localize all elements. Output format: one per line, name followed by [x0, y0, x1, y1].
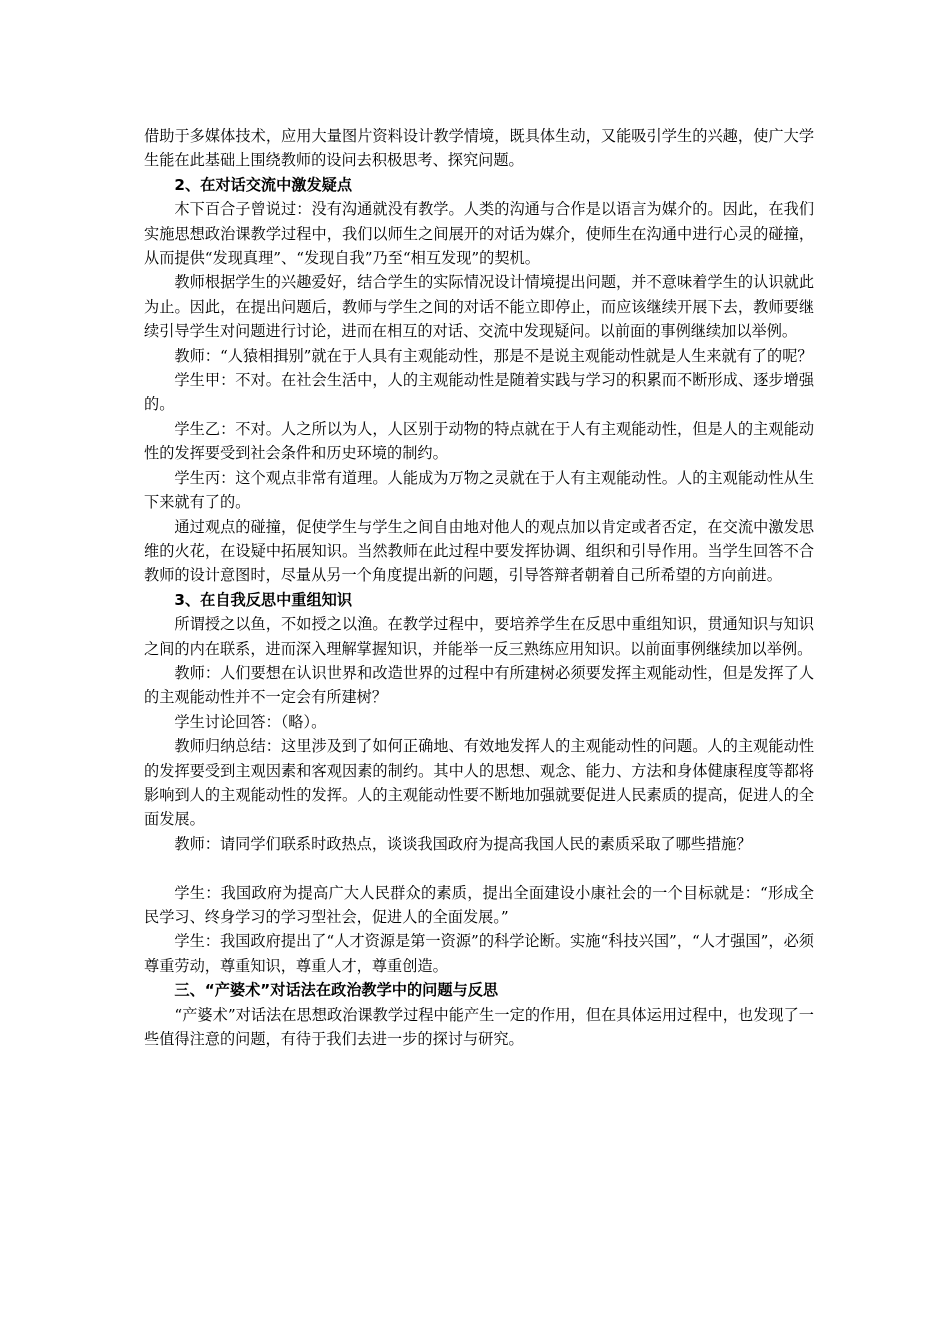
- paragraph: 学生：我国政府提出了“人才资源是第一资源”的科学论断。实施“科技兴国”，“人才强国”，必须尊重劳动，尊重知识，尊重人才，尊重创造。: [144, 932, 814, 975]
- paragraph: 教师：“人猿相揖别”就在于人具有主观能动性，那是不是说主观能动性就是人生来就有了的呢？: [174, 346, 813, 365]
- section-heading: 三、“产婆术”对话法在政治教学中的问题与反思: [174, 981, 499, 1000]
- paragraph: 学生乙：不对。人之所以为人，人区别于动物的特点就在于人有主观能动性，但是人的主观能动性的发挥要受到社会条件和历史环境的制约。: [144, 419, 814, 463]
- paragraph: 教师：请同学们联系时政热点，谈谈我国政府为提高我国人民的素质采取了哪些措施？: [174, 834, 752, 853]
- paragraph: “产婆术”对话法在思想政治课教学过程中能产生一定的作用，但在具体运用过程中，也发现了一些值得注意的问题，有待于我们去进一步的探讨与研究。: [144, 1005, 814, 1049]
- paragraph: 借助于多媒体技术，应用大量图片资料设计教学情境，既具体生动，又能吸引学生的兴趣，使广大学生能在此基础上围绕教师的设问去积极思考、探究问题。: [144, 127, 814, 170]
- paragraph: 学生讨论回答：（略）。: [174, 712, 327, 731]
- paragraph: 教师归纳总结：这里涉及到了如何正确地、有效地发挥人的主观能动性的问题。人的主观能动性的发挥要受到主观因素和客观因素的制约。其中人的思想、观念、能力、方法和身体健康程度等都将影响到人的主观能动性的发挥。人的主观能动性要不断地加强就要促进人民素质的提高，促进人的全面发展。: [144, 737, 814, 829]
- paragraph: 所谓授之以鱼，不如授之以渔。在教学过程中，要培养学生在反思中重组知识，贯通知识与知识之间的内在联系，进而深入理解掌握知识，并能举一反三熟练应用知识。以前面事例继续加以举例。: [144, 615, 814, 658]
- paragraph: 学生甲：不对。在社会生活中，人的主观能动性是随着实践与学习的积累而不断形成、逐步增强的。: [144, 371, 814, 414]
- paragraph: 通过观点的碰撞，促使学生与学生之间自由地对他人的观点加以肯定或者否定，在交流中激发思维的火花，在设疑中拓展知识。当然教师在此过程中要发挥协调、组织和引导作用。当学生回答不合教师的设计意图时，尽量从另一个角度提出新的问题，引导答辩者朝着自己所希望的方向前进。: [144, 517, 814, 585]
- document-page: [144, 124, 814, 1051]
- paragraph: 学生：我国政府为提高广大人民群众的素质，提出全面建设小康社会的一个目标就是：“形成全民学习、终身学习的学习型社会，促进人的全面发展。”: [144, 883, 814, 926]
- paragraph: 教师：人们要想在认识世界和改造世界的过程中有所建树必须要发挥主观能动性，但是发挥了人的主观能动性并不一定会有所建树？: [144, 663, 814, 707]
- blank-line: [144, 856, 814, 880]
- paragraph: 学生丙：这个观点非常有道理。人能成为万物之灵就在于人有主观能动性。人的主观能动性从生下来就有了的。: [144, 468, 814, 512]
- section-heading: 3、在自我反思中重组知识: [174, 590, 353, 609]
- paragraph: 教师根据学生的兴趣爱好，结合学生的实际情况设计情境提出问题，并不意味着学生的认识就此为止。因此，在提出问题后，教师与学生之间的对话不能立即停止，而应该继续开展下去，教师要继续引导学生对问题进行讨论，进而在相互的对话、交流中发现疑问。以前面的事例继续加以举例。: [144, 273, 814, 341]
- section-heading: 2、在对话交流中激发疑点: [174, 175, 353, 194]
- paragraph: 木下百合子曾说过：没有沟通就没有教学。人类的沟通与合作是以语言为媒介的。因此，在我们实施思想政治课教学过程中，我们以师生之间展开的对话为媒介，使师生在沟通中进行心灵的碰撞，从而提供“发现真理”、“发现自我”乃至“相互发现”的契机。: [144, 200, 814, 268]
